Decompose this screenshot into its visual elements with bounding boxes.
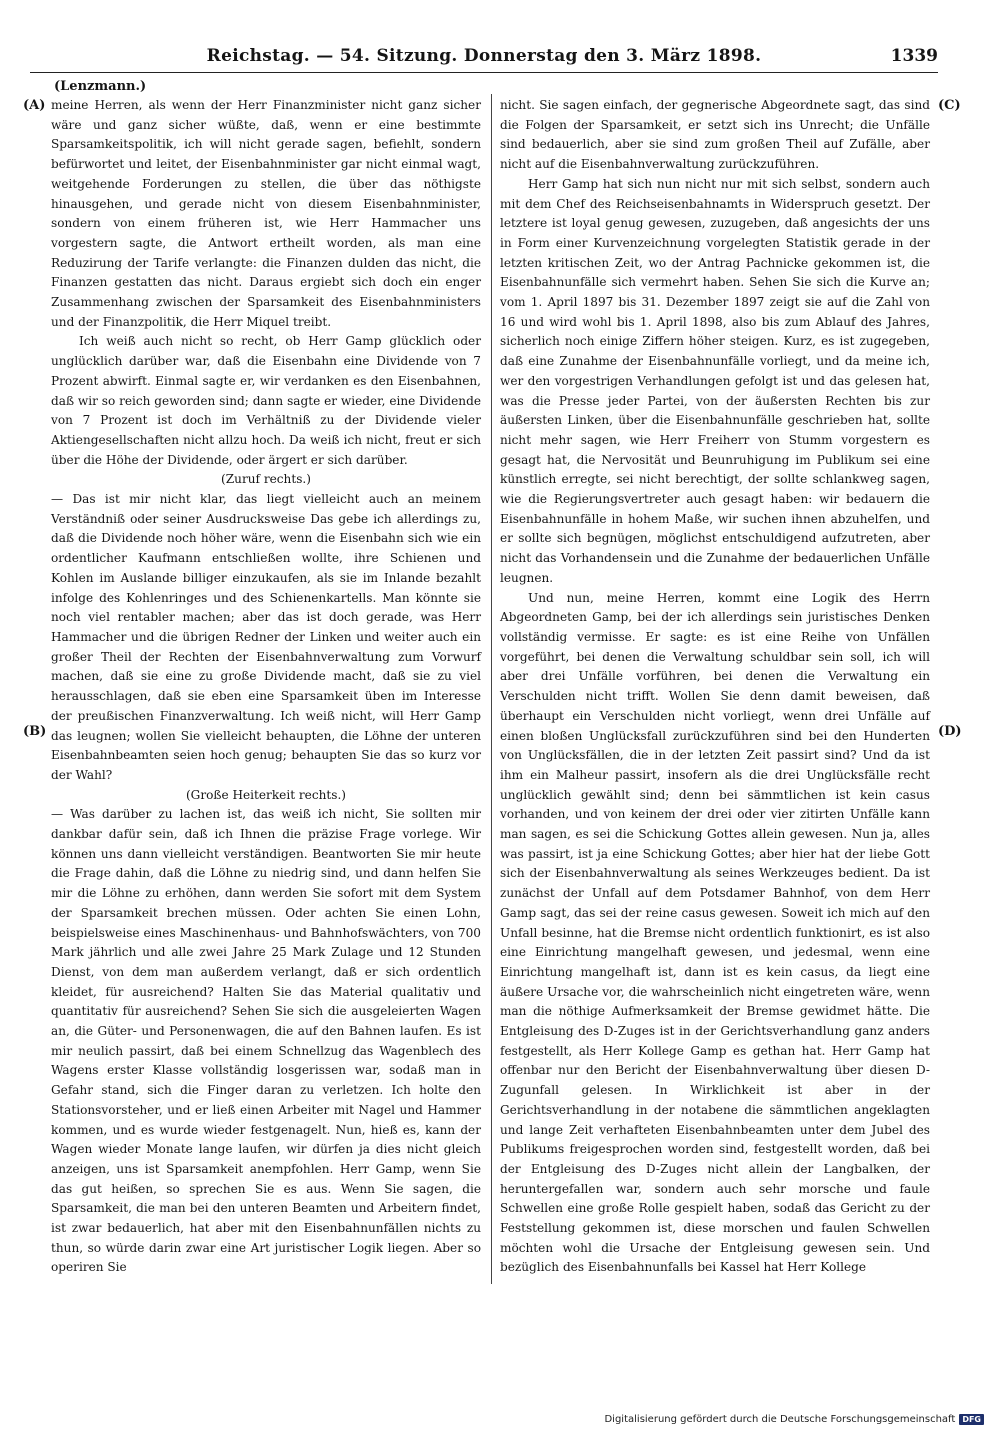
margin-mark-b: (B) bbox=[23, 724, 47, 739]
running-title: Reichstag. — 54. Sitzung. Donnerstag den 3. März 1898. bbox=[206, 46, 762, 66]
paragraph: Ich weiß auch nicht so recht, ob Herr Gamp glücklich oder unglücklich darüber war, daß die Eisenbahn eine Dividende von 7 Prozent abwirft. Einmal sagte er, wir verdanken es den Eisenbahnen, daß wir so reich geworden sind; dann sagte er wieder, eine Dividende von 7 Prozent ist doch im Verhältniß zu der Dividende vieler Aktiengesellschaften nicht allzu hoch. Da weiß ich nicht, freut er sich über die Höhe der Dividende, oder ärgert er sich darüber. bbox=[51, 334, 481, 467]
right-column bbox=[500, 96, 930, 1278]
paragraph: — Das ist mir nicht klar, das liegt vielleicht auch an meinem Verständniß oder seiner Ausdrucksweise Das gebe ich allerdings zu, daß die Dividende noch höher wäre, wenn die Eisenbahn sich wie ein ordentlicher Kaufmann entschließen wollte, ihre Schienen und Kohlen im Auslande billiger einzukaufen, als sie im Inlande bezahlt infolge des Kohlenringes und des Schienenkartells. Man könnte sie noch viel rentabler machen; aber das ist doch gerade, was Herr Hammacher und die übrigen Redner der Linken und weiter auch ein großer Theil der Rechten der Eisenbahnverwaltung zum Vorwurf machen, daß sie eine zu große Dividende macht, daß sie zu viel herausschlagen, daß sie eben eine Sparsamkeit üben im Interesse der preußischen Finanzverwaltung. Ich weiß nicht, will Herr Gamp das leugnen; wollen Sie vielleicht behaupten, die Löhne der unteren Eisenbahnbeamten seien hoch genug; behaupten Sie das so kurz vor der Wahl? bbox=[51, 492, 481, 782]
column-divider bbox=[491, 94, 492, 1284]
digitization-footer bbox=[604, 1414, 984, 1425]
margin-mark-a: (A) bbox=[23, 98, 46, 113]
interjection: (Große Heiterkeit rechts.) bbox=[185, 787, 347, 802]
interjection: (Zuruf rechts.) bbox=[221, 472, 311, 487]
speaker-name: (Lenzmann.) bbox=[54, 79, 147, 94]
paragraph: meine Herren, als wenn der Herr Finanzminister nicht ganz sicher wäre und ganz sicher wüßte, daß, wenn er eine bestimmte Sparsamkeitspolitik, ich will nicht gerade sagen, befiehlt, sondern befürwortet und leitet, der Eisenbahnminister gar nicht einmal wagt, weitgehende Forderungen zu stellen, die über das nöthigste hinausgehen, und gerade nicht von diesem Eisenbahnminister, sondern von einem früheren ist, wie Herr Hammacher uns vorgestern sagte, die Antwort ertheilt worden, als man eine Reduzirung der Tarife verlangte: die Finanzen dulden das nicht, die Finanzen gestatten das nicht. Daraus ergiebt sich doch ein enger Zusammenhang zwischen der Sparsamkeit des Eisenbahnministers und der Finanzpolitik, die Herr Miquel treibt. bbox=[51, 98, 481, 329]
paragraph: — Was darüber zu lachen ist, das weiß ich nicht, Sie sollten mir dankbar dafür sein, daß ich Ihnen die präzise Frage vorlege. Wir können uns dann vielleicht verständigen. Beantworten Sie mir heute die Frage dahin, daß die Löhne zu niedrig sind, und dann helfen Sie mir die Löhne zu erhöhen, dann werden Sie sofort mit dem System der Sparsamkeit brechen müssen. Oder achten Sie einen Lohn, beispielsweise eines Maschinenhaus- und Bahnhofswächters, von 700 Mark jährlich und alle zwei Jahre 25 Mark Zulage und 12 Stunden Dienst, von dem man außerdem verlangt, daß er sich ordentlich kleidet, für ausreichend? Halten Sie das Material qualitativ und quantitativ für ausreichend? Sehen Sie sich die ausgeleierten Wagen an, die Güter- und Personenwagen, die auf den Bahnen laufen. Es ist mir neulich passirt, daß bei einem Schnellzug das Wagenblech des Wagens erster Klasse vollständig losgerissen war, sodaß man in Gefahr stand, sich die Finger daran zu verletzen. Ich holte den Stationsvorsteher, und er ließ einen Arbeiter mit Nagel und Hammer kommen, und es wurde wieder festgenagelt. Nun, hieß es, kann der Wagen wieder Monate lange laufen, wir dürfen ja dies nicht gleich anzeigen, uns ist Sparsamkeit anempfohlen. Herr Gamp, wenn Sie das gut heißen, so sprechen Sie es aus. Wenn Sie sagen, die Sparsamkeit, die man bei den unteren Beamten und Arbeitern findet, ist zwar bedauerlich, hat aber mit den Eisenbahnunfällen nichts zu thun, so würde darin zwar eine Art juristischer Logik liegen. Aber so operiren Sie bbox=[51, 807, 481, 1275]
page-header bbox=[30, 46, 938, 73]
dfg-logo-icon: DFG bbox=[959, 1414, 984, 1425]
paragraph: Herr Gamp hat sich nun nicht nur mit sich selbst, sondern auch mit dem Chef des Reichseisenbahnamts in Widerspruch gesetzt. Der letztere ist loyal genug gewesen, zuzugeben, daß angesichts der uns in Form einer Kurvenzeichnung vorgelegten Statistik gerade in der letzten kritischen Zeit, wo der Antrag Pachnicke gekommen ist, die Eisenbahnunfälle sich vermehrt haben. Sehen Sie sich die Kurve an; vom 1. April 1897 bis 31. Dezember 1897 zeigt sie auf die Zahl von 16 und wird wohl bis 1. April 1898, also bis zum Ablauf des Jahres, sicherlich noch einige Ziffern höher steigen. Kurz, es ist zugegeben, daß eine Zunahme der Eisenbahnunfälle vorliegt, und da meine ich, wer den vorgestrigen Verhandlungen gefolgt ist und das gelesen hat, was die Presse jeder Partei, von der äußersten Rechten bis zur äußersten Linken, über die Eisenbahnunfälle geschrieben hat, sollte nicht mehr sagen, wie Herr Freiherr von Stumm vorgestern es gesagt hat, die Nervosität und Beunruhigung im Publikum sei eine künstlich erregte, sei nicht berechtigt, der sollte schlankweg sagen, wie die Regierungsvertreter auch gesagt haben: wir bedauern die Eisenbahnunfälle in hohem Maße, wir suchen ihnen abzuhelfen, und er sollte sich begnügen, möglichst entschuldigend aufzutreten, aber nicht das Vorhandensein und die Zunahme der bedauerlichen Unfälle leugnen. bbox=[500, 176, 930, 585]
margin-mark-d: (D) bbox=[938, 724, 962, 739]
paragraph: Und nun, meine Herren, kommt eine Logik des Herrn Abgeordneten Gamp, bei der ich allerdings sein juristisches Denken vollständig vermisse. Er sagte: es ist eine Reihe von Unfällen vorgeführt, bei denen die Verwaltung schuldbar sein soll, ich will aber drei Unfälle vorführen, bei denen die Verwaltung ein Verschulden nicht trifft. Wollen Sie denn damit beweisen, daß überhaupt ein Verschulden nicht vorliegt, wenn drei Unfälle auf einen bloßen Unglücksfall zurückzuführen sind bei den Hunderten von Unglücksfällen, die in der letzten Zeit passirt sind? Und da ist ihm ein Malheur passirt, insofern als die drei Unglücksfälle recht unglücklich gewählt sind; denn bei sämmtlichen ist kein casus vorhanden, und von keinem der drei oder vier zitirten Unfälle kann man sagen, es sei die Schickung Gottes allein gewesen. Nun ja, alles was passirt, ist ja eine Schickung Gottes; aber hier hat der liebe Gott sich der Eisenbahnverwaltung als seines Werkzeuges bedient. Da ist zunächst der Unfall auf dem Potsdamer Bahnhof, von dem Herr Gamp sagt, das sei der reine casus gewesen. Soweit ich mich auf den Unfall besinne, hat die Bremse nicht ordentlich funktionirt, es ist also eine Einrichtung mangelhaft gewesen, und jedesmal, wenn eine Einrichtung mangelhaft ist, dann ist es kein casus, da liegt eine äußere Ursache vor, die wahrscheinlich nicht eingetreten wäre, wenn man die nöthige Aufmerksamkeit der Bremse gewidmet hätte. Die Entgleisung des D-Zuges ist in der Gerichtsverhandlung ganz anders festgestellt, als Herr Kollege Gamp es gethan hat. Herr Gamp hat offenbar nur den Bericht der Eisenbahnverwaltung über diesen D-Zugunfall gelesen. In Wirklichkeit ist aber in der Gerichtsverhandlung in der notabene die sämmtlichen angeklagten und lange Zeit verhafteten Eisenbahnbeamten unter dem Jubel des Publikums freigesprochen worden sind, festgestellt worden, daß bei der Entgleisung des D-Zuges nicht allein der Langbalken, der heruntergefallen war, sondern auch sehr morsche und faule Schwellen eine große Rolle gespielt haben, sodaß das Gericht zu der Feststellung gekommen ist, diese morschen und faulen Schwellen möchten wohl die Ursache der Entgleisung gewesen sein. Und bezüglich des Eisenbahnunfalls bei Kassel hat Herr Kollege bbox=[500, 590, 930, 1275]
footer-text: Digitalisierung gefördert durch die Deutsche Forschungsgemeinschaft bbox=[604, 1414, 956, 1425]
left-column bbox=[51, 96, 481, 1278]
paragraph: nicht. Sie sagen einfach, der gegnerische Abgeordnete sagt, das sind die Folgen der Sparsamkeit, er setzt sich ins Unrecht; die Unfälle sind bedauerlich, aber sie sind zum großen Theil auf Zufälle, aber nicht auf die Eisenbahnverwaltung zurückzuführen. bbox=[500, 98, 930, 172]
margin-mark-c: (C) bbox=[938, 98, 961, 113]
page-number: 1339 bbox=[890, 46, 938, 66]
